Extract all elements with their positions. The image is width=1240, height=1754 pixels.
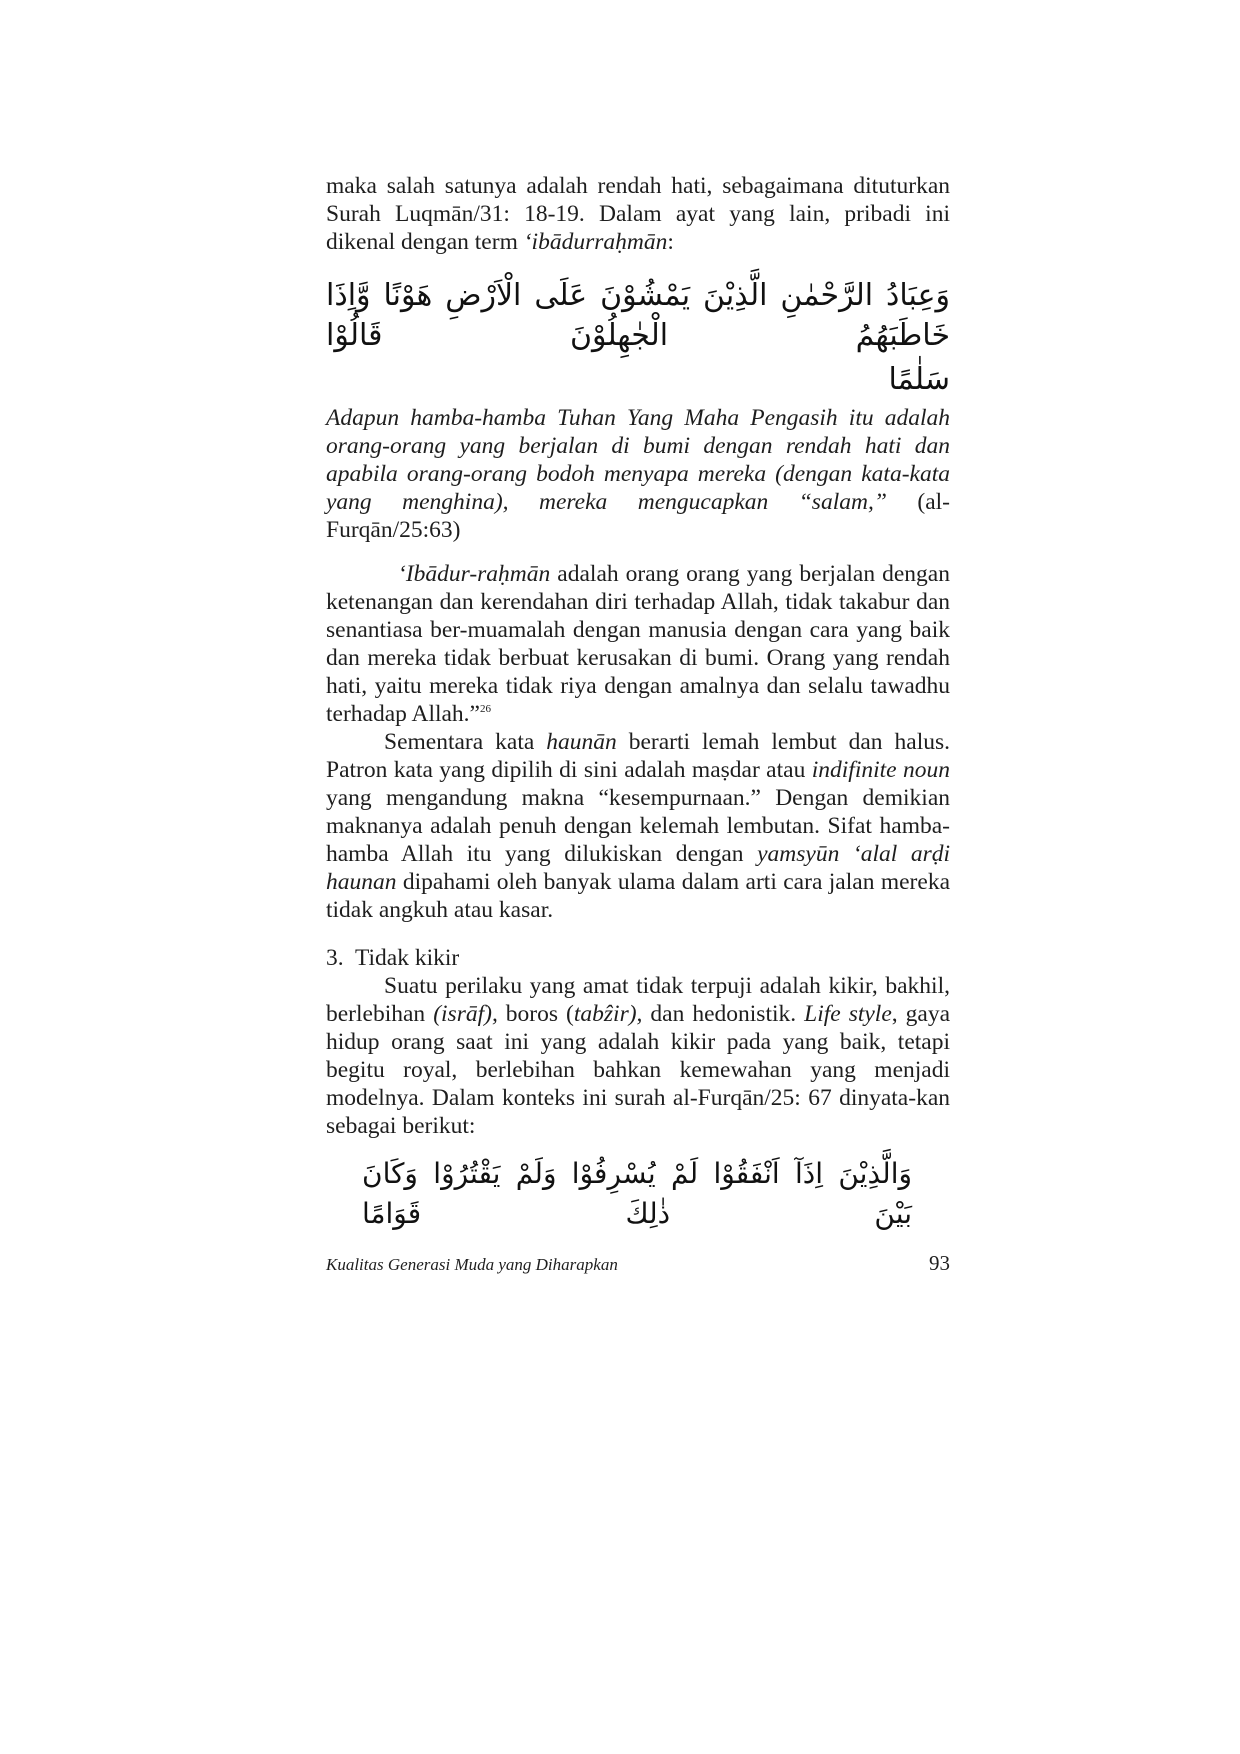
kikir-text-b: boros ( xyxy=(497,1001,574,1027)
verse-furqan-67: وَالَّذِيْنَ اِذَآ اَنْفَقُوْا لَمْ يُسْرِفُوْا وَلَمْ يَقْتُرُوْا وَكَانَ بَيْنَ ذٰلِكَ قَوَامًا xyxy=(362,1157,912,1230)
paragraph-intro-text: maka salah satunya adalah rendah hati, sebagaimana dituturkan Surah Luqmān/31: 18-19. Dalam ayat yang lain, pribadi ini dikenal dengan term xyxy=(326,173,950,255)
kikir-text-a: Suatu perilaku yang amat tidak terpuji adalah kikir, bakhil, berlebihan xyxy=(326,973,950,1027)
paragraph-intro xyxy=(326,172,950,256)
haunan-text-c: yang mengandung makna “kesempurnaan.” Dengan demikian maknanya adalah penuh dengan kelemah lembutan. Sifat hamba-hamba Allah itu yang dilukiskan dengan xyxy=(326,785,950,867)
paragraph-haunan xyxy=(326,728,950,924)
kikir-text-d: , gaya hidup orang saat ini yang adalah kikir pada yang baik, tetapi begitu royal, berlebihan bahkan kemewahan yang menjadi modelnya. Dalam konteks ini surah al-Furqān/25: 67 dinyata-kan sebagai berikut: xyxy=(326,1001,950,1139)
page-number: 93 xyxy=(929,1251,950,1275)
paragraph-ibadur-rahman-text: adalah orang orang yang berjalan dengan ketenangan dan kerendahan diri terhadap Allah, tidak takabur dan senantiasa ber-muamalah dengan manusia dengan cara yang baik dan mereka tidak berbuat kerusakan di bumi. Orang yang rendah hati, yaitu mereka tidak riya dengan amalnya dan selalu tawadhu terhadap Allah.” xyxy=(326,561,950,727)
term-ibadurrahman: ‘ibādurraḥmān xyxy=(523,229,668,255)
page-footer xyxy=(326,1251,950,1277)
haunan-text-b: berarti lemah lembut dan halus. Patron kata yang dipilih di sini adalah maṣdar atau xyxy=(326,729,950,783)
term-life-style: Life style xyxy=(804,1001,892,1027)
section-title: Tidak kikir xyxy=(354,945,460,971)
verse-line-2: سَلٰمًا xyxy=(888,362,950,397)
translation-reference: (al-Furqān/25:63) xyxy=(326,489,950,543)
term-israf: (isrāf), xyxy=(433,1001,498,1027)
paragraph-intro-end: : xyxy=(667,229,674,255)
running-title: Kualitas Generasi Muda yang Diharapkan xyxy=(326,1255,618,1274)
section-number: 3. xyxy=(326,945,344,971)
term-indefinite-noun: indifinite noun xyxy=(811,757,950,783)
kikir-text-c: dan hedonistik. xyxy=(642,1001,805,1027)
footnote-marker: 26 xyxy=(480,703,491,716)
term-ibadur-rahman: ‘Ibādur-raḥmān xyxy=(398,561,551,587)
term-yamsyun: yamsyūn ‘alal arḍi haunan xyxy=(326,841,950,895)
haunan-text-a: Sementara kata xyxy=(384,729,547,755)
verse-furqan-63 xyxy=(326,276,950,400)
translation-text: Adapun hamba-hamba Tuhan Yang Maha Pengasih itu adalah orang-orang yang berjalan di bumi dengan rendah hati dan apabila orang-orang bodoh menyapa mereka (dengan kata-kata yang menghina), mereka mengucapkan “salam,” xyxy=(326,405,950,515)
section-heading-tidak-kikir xyxy=(326,944,950,972)
term-tabzir: tabẑir), xyxy=(573,1001,643,1027)
verse-translation xyxy=(326,404,950,544)
paragraph-kikir xyxy=(326,972,950,1140)
term-haunan: haunān xyxy=(546,729,617,755)
page-content xyxy=(326,172,950,1234)
verse-line-1: وَعِبَادُ الرَّحْمٰنِ الَّذِيْنَ يَمْشُوْنَ عَلَى الْاَرْضِ هَوْنًا وَّاِذَا خَاطَبَهُمُ الْجٰهِلُوْنَ قَالُوْا xyxy=(326,278,950,353)
haunan-text-d: dipahami oleh banyak ulama dalam arti cara jalan mereka tidak angkuh atau kasar. xyxy=(326,869,950,923)
paragraph-ibadur-rahman xyxy=(326,560,950,728)
